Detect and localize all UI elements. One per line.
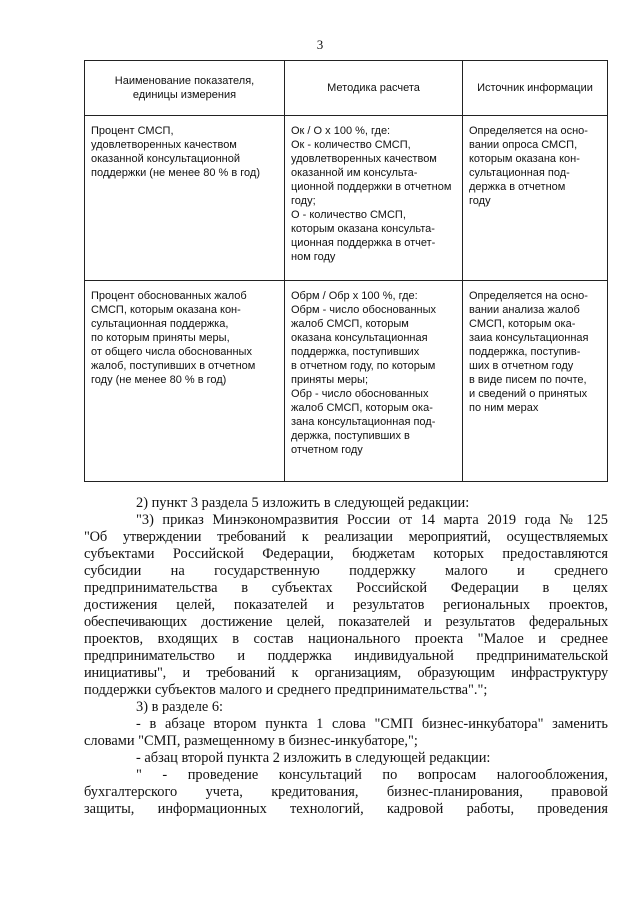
cell-line: О - количество СМСП, (291, 209, 406, 221)
paragraph-order-citation (84, 512, 608, 699)
text-line: " - проведение консультаций по вопросам налогообложения, (136, 767, 608, 783)
cell-method (285, 116, 463, 281)
paragraph-amendment-2: - абзац второй пункта 2 изложить в следующей редакции: (136, 750, 491, 766)
header-line: единицы измерения (132, 89, 237, 101)
cell-line: оказанной им консульта- (291, 167, 418, 179)
header-calculation-method (285, 61, 463, 116)
table-row (85, 116, 608, 281)
text-line: проектов, входящих в состав национального проекта "Малое и среднее (84, 631, 608, 647)
text-line: предпринимательство и поддержка индивидуальной предпринимательской (84, 648, 608, 664)
cell-line: поддержка, поступив- (469, 346, 581, 358)
cell-line: поддержка, поступивших (291, 346, 420, 358)
cell-line: Процент СМСП, (91, 125, 174, 137)
cell-line: в отчетном году, по которым (291, 360, 436, 372)
document-body (84, 495, 608, 818)
paragraph-item-3: 3) в разделе 6: (136, 699, 224, 715)
text-line: "Об утверждении требований к реализации мероприятий, осуществляемых (84, 529, 608, 545)
table-row (85, 281, 608, 482)
cell-line: жалоб, поступивших в отчетном (91, 360, 256, 372)
header-line: Наименование показателя, (114, 75, 255, 87)
cell-line: сультационная поддержка, (91, 318, 229, 330)
cell-line: заиа консультационная (469, 332, 589, 344)
text-line: субъектами Российской Федерации, бюджетам которых предоставляются (84, 546, 608, 562)
cell-line: держка, поступивших в (291, 430, 410, 442)
text-line: - в абзаце втором пункта 1 слова "СМП бизнес-инкубатора" заменить (136, 716, 608, 732)
cell-line: Ок / О x 100 %, где: (291, 125, 391, 137)
cell-line: Определяется на осно- (469, 290, 588, 302)
cell-source (463, 116, 608, 281)
cell-line: ших в отчетном году (469, 360, 574, 372)
cell-line: держка в отчетном (469, 181, 566, 193)
cell-line: от общего числа обоснованных (91, 346, 252, 358)
cell-line: поддержки (не менее 80 % в год) (91, 167, 260, 179)
text-line: защиты, информационных технологий, кадровой работы, проведения (84, 801, 608, 817)
cell-line: удовлетворенных качеством (91, 139, 237, 151)
cell-line: по ним мерах (469, 402, 539, 414)
page-number: 3 (316, 37, 324, 52)
text-line: инициативы", и требований к организациям, образующим инфраструктуру (84, 665, 608, 681)
cell-line: ционной поддержки в отчетном (291, 181, 452, 193)
cell-source (463, 281, 608, 482)
cell-line: зана консультационная под- (291, 416, 436, 428)
indicators-table (84, 60, 608, 482)
cell-line: жалоб СМСП, которым ока- (291, 402, 433, 414)
cell-line: Обр - число обоснованных (291, 388, 429, 400)
text-line: обеспечивающих достижение целей, показателей и результатов федеральных (84, 614, 608, 630)
cell-line: в виде писем по почте, (469, 374, 587, 386)
header-line: Источник информации (477, 82, 593, 94)
cell-method (285, 281, 463, 482)
cell-line: году (469, 195, 491, 207)
text-line: словами "СМП, размещенному в бизнес-инкубаторе,"; (84, 733, 418, 749)
cell-line: году; (291, 195, 316, 207)
cell-line: СМСП, которым ока- (469, 318, 576, 330)
cell-line: отчетном году (291, 444, 363, 456)
cell-line: жалоб СМСП, которым (291, 318, 409, 330)
cell-line: и сведений о принятых (469, 388, 588, 400)
cell-line: удовлетворенных качеством (291, 153, 437, 165)
text-line: "3) приказ Минэкономразвития России от 14 марта 2019 года № 125 (136, 512, 608, 528)
cell-indicator (85, 281, 285, 482)
cell-indicator (85, 116, 285, 281)
cell-line: ном году (291, 251, 336, 263)
paragraph-new-wording (84, 767, 608, 818)
cell-line: оказанной консультационной (91, 153, 240, 165)
header-line: Методика расчета (327, 82, 420, 94)
paragraph-amendment-1 (84, 716, 608, 750)
cell-line: которым оказана кон- (469, 153, 580, 165)
text-line: достижения целей, показателей и результатов региональных проектов, (84, 597, 608, 613)
cell-line: сультационная под- (469, 167, 570, 179)
cell-line: Обрм - число обоснованных (291, 304, 437, 316)
cell-line: приняты меры; (291, 374, 369, 386)
cell-line: которым оказана консульта- (291, 223, 435, 235)
cell-line: Обрм / Обр x 100 %, где: (291, 290, 418, 302)
text-line: поддержки субъектов малого и среднего предпринимательства"."; (84, 682, 488, 698)
cell-line: по которым приняты меры, (91, 332, 230, 344)
header-information-source (463, 61, 608, 116)
cell-line: Процент обоснованных жалоб (91, 290, 247, 302)
table-header-row (85, 61, 608, 116)
cell-line: СМСП, которым оказана кон- (91, 304, 241, 316)
cell-line: вании опроса СМСП, (469, 139, 578, 151)
cell-line: Определяется на осно- (469, 125, 588, 137)
text-line: предпринимательства в субъектах Российской Федерации в целях (84, 580, 608, 596)
cell-line: году (не менее 80 % в год) (91, 374, 227, 386)
cell-line: вании анализа жалоб (469, 304, 580, 316)
cell-line: ционная поддержка в отчет- (291, 237, 436, 249)
cell-line: оказана консультационная (291, 332, 428, 344)
text-line: бухгалтерского учета, кредитования, бизнес-планирования, правовой (84, 784, 608, 800)
cell-line: Ок - количество СМСП, (291, 139, 411, 151)
text-line: субсидии на государственную поддержку малого и среднего (84, 563, 608, 579)
paragraph-item-2: 2) пункт 3 раздела 5 изложить в следующей редакции: (136, 495, 470, 511)
header-indicator-name (85, 61, 285, 116)
